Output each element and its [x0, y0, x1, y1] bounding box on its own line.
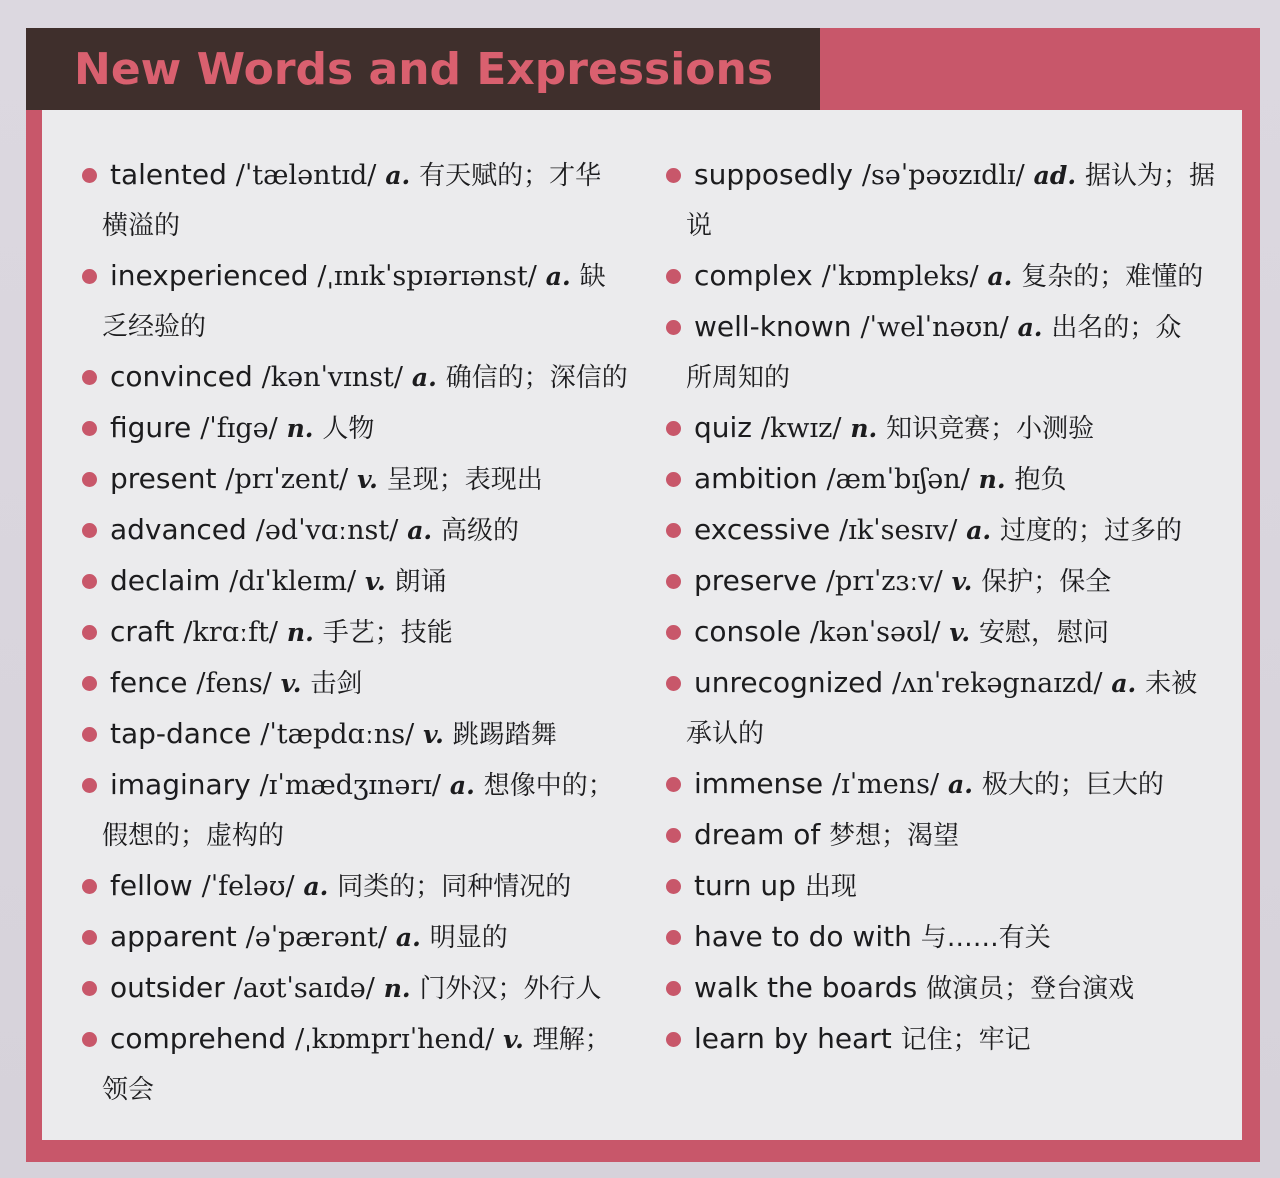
- bullet-icon: [666, 523, 681, 538]
- vocab-entry: [78, 556, 630, 607]
- vocab-word: declaim: [110, 564, 221, 597]
- chinese-definition-continued: 乏经验的: [102, 312, 207, 342]
- chinese-definition-continued: 所周知的: [686, 363, 791, 393]
- chinese-definition: 抱负: [1014, 465, 1067, 495]
- bullet-icon: [666, 168, 681, 183]
- vocab-word: dream of: [694, 818, 821, 851]
- phonetic-transcription: /krɑːft/: [183, 617, 279, 648]
- bullet-icon: [82, 676, 97, 691]
- vocab-word: complex: [694, 259, 813, 292]
- vocab-word: console: [694, 615, 801, 648]
- bullet-icon: [666, 625, 681, 640]
- chinese-definition: 出现: [804, 872, 857, 902]
- vocab-word: fence: [110, 666, 188, 699]
- part-of-speech: a.: [987, 262, 1013, 291]
- vocab-word: tap-dance: [110, 717, 252, 750]
- chinese-definition: 人物: [322, 414, 375, 444]
- vocab-word: imaginary: [110, 768, 251, 801]
- phonetic-transcription: /ˈkɒmpleks/: [821, 261, 979, 292]
- bullet-icon: [82, 1032, 97, 1047]
- chinese-definition: 缺: [579, 262, 606, 292]
- vocab-entry: [78, 1014, 630, 1115]
- left-vocab-column: [78, 150, 630, 1115]
- chinese-definition: 明显的: [429, 923, 508, 953]
- bullet-icon: [666, 421, 681, 436]
- part-of-speech: v.: [357, 465, 378, 494]
- chinese-definition: 击剑: [310, 669, 363, 699]
- bullet-icon: [82, 370, 97, 385]
- part-of-speech: v.: [503, 1025, 524, 1054]
- vocab-entry: [662, 658, 1222, 759]
- phonetic-transcription: /ɪkˈsesɪv/: [839, 515, 958, 546]
- chinese-definition: 复杂的；难懂的: [1021, 262, 1204, 292]
- chinese-definition: 有天赋的；才华: [419, 161, 602, 191]
- phonetic-transcription: /aʊtˈsaɪdə/: [233, 973, 375, 1004]
- vocab-word: apparent: [110, 920, 237, 953]
- bullet-icon: [666, 930, 681, 945]
- chinese-definition: 门外汉；外行人: [419, 974, 602, 1004]
- chinese-definition-continued: 假想的；虚构的: [102, 821, 285, 851]
- bullet-icon: [666, 879, 681, 894]
- bullet-icon: [666, 777, 681, 792]
- vocab-entry: [662, 150, 1222, 251]
- bullet-icon: [82, 778, 97, 793]
- phonetic-transcription: /kənˈvɪnst/: [261, 362, 403, 393]
- section-title: New Words and Expressions: [74, 44, 774, 95]
- phonetic-transcription: /prɪˈzent/: [225, 464, 349, 495]
- bullet-icon: [666, 320, 681, 335]
- part-of-speech: a.: [449, 771, 475, 800]
- vocab-word: comprehend: [110, 1022, 287, 1055]
- bullet-icon: [82, 930, 97, 945]
- phonetic-transcription: /əˈpærənt/: [245, 922, 388, 953]
- vocab-word: preserve: [694, 564, 818, 597]
- part-of-speech: a.: [395, 923, 421, 952]
- chinese-definition-continued: 领会: [102, 1075, 155, 1105]
- phonetic-transcription: /ʌnˈrekəgnaɪzd/: [892, 668, 1103, 699]
- bullet-icon: [82, 981, 97, 996]
- vocab-entry: [78, 454, 630, 505]
- chinese-definition: 未被: [1145, 669, 1198, 699]
- bullet-icon: [666, 828, 681, 843]
- part-of-speech: a.: [303, 872, 329, 901]
- vocab-word: have to do with: [694, 920, 912, 953]
- part-of-speech: v.: [951, 567, 973, 596]
- phonetic-transcription: /kənˈsəʊl/: [809, 617, 941, 648]
- phonetic-transcription: /æmˈbɪʃən/: [826, 464, 970, 495]
- right-vocab-column: [662, 150, 1222, 1065]
- vocab-entry: [662, 963, 1222, 1014]
- vocab-entry: [78, 607, 630, 658]
- vocab-entry: [662, 251, 1222, 302]
- bullet-icon: [82, 727, 97, 742]
- vocab-word: learn by heart: [694, 1022, 892, 1055]
- bullet-icon: [82, 269, 97, 284]
- vocab-word: figure: [110, 411, 192, 444]
- vocab-word: walk the boards: [694, 971, 918, 1004]
- vocab-entry: [78, 403, 630, 454]
- bullet-icon: [666, 676, 681, 691]
- vocab-entry: [78, 861, 630, 912]
- vocab-word: immense: [694, 767, 824, 800]
- vocab-entry: [78, 963, 630, 1014]
- chinese-definition: 知识竞赛；小测验: [886, 414, 1095, 444]
- chinese-definition: 安慰，慰问: [979, 618, 1110, 648]
- chinese-definition: 手艺；技能: [322, 618, 453, 648]
- chinese-definition: 与……有关: [920, 923, 1051, 953]
- chinese-definition: 跳踢踏舞: [452, 720, 557, 750]
- phonetic-transcription: /ɪˈmædʒɪnərɪ/: [259, 770, 441, 801]
- vocab-word: unrecognized: [694, 666, 884, 699]
- part-of-speech: a.: [948, 770, 973, 799]
- vocab-word: talented: [110, 158, 227, 191]
- part-of-speech: a.: [407, 516, 433, 545]
- phonetic-transcription: /ˌkɒmprɪˈhend/: [295, 1024, 495, 1055]
- part-of-speech: n.: [286, 414, 314, 443]
- chinese-definition: 高级的: [441, 516, 520, 546]
- chinese-definition: 梦想；渴望: [829, 821, 960, 851]
- phonetic-transcription: /ˈfɪgə/: [200, 413, 278, 444]
- part-of-speech: a.: [411, 363, 437, 392]
- phonetic-transcription: /dɪˈkleɪm/: [229, 566, 357, 597]
- chinese-definition-continued: 横溢的: [102, 211, 181, 241]
- phonetic-transcription: /ˈfeləʊ/: [201, 871, 295, 902]
- vocab-entry: [78, 760, 630, 861]
- vocab-word: turn up: [694, 869, 796, 902]
- chinese-definition: 理解；: [532, 1025, 611, 1055]
- chinese-definition: 想像中的；: [483, 771, 614, 801]
- chinese-definition: 记住；牢记: [900, 1025, 1031, 1055]
- vocab-entry: [78, 352, 630, 403]
- vocab-entry: [662, 759, 1222, 810]
- part-of-speech: v.: [423, 720, 444, 749]
- chinese-definition: 保护；保全: [981, 567, 1112, 597]
- chinese-definition: 呈现；表现出: [386, 465, 543, 495]
- vocab-word: well-known: [694, 310, 852, 343]
- part-of-speech: n.: [978, 465, 1006, 494]
- vocab-word: outsider: [110, 971, 225, 1004]
- phonetic-transcription: /səˈpəʊzɪdlɪ/: [861, 160, 1025, 191]
- chinese-definition: 据认为；据: [1084, 161, 1215, 191]
- part-of-speech: v.: [364, 567, 386, 596]
- part-of-speech: v.: [280, 669, 302, 698]
- chinese-definition: 确信的；深信的: [445, 363, 628, 393]
- chinese-definition: 朗诵: [394, 567, 447, 597]
- part-of-speech: v.: [949, 618, 971, 647]
- phonetic-transcription: /prɪˈzɜːv/: [825, 566, 943, 597]
- part-of-speech: a.: [1111, 669, 1137, 698]
- phonetic-transcription: /ˈtæpdɑːns/: [260, 719, 415, 750]
- vocab-entry: [78, 709, 630, 760]
- vocab-word: present: [110, 462, 217, 495]
- bullet-icon: [666, 981, 681, 996]
- part-of-speech: n.: [850, 414, 878, 443]
- vocab-word: quiz: [694, 411, 752, 444]
- vocab-word: excessive: [694, 513, 831, 546]
- phonetic-transcription: /ˈtæləntɪd/: [235, 160, 377, 191]
- vocab-entry: [662, 1014, 1222, 1065]
- chinese-definition: 同类的；同种情况的: [337, 872, 572, 902]
- part-of-speech: n.: [383, 974, 411, 1003]
- bullet-icon: [82, 879, 97, 894]
- part-of-speech: a.: [545, 262, 571, 291]
- vocab-word: inexperienced: [110, 259, 309, 292]
- vocab-entry: [662, 505, 1222, 556]
- vocab-entry: [78, 912, 630, 963]
- chinese-definition: 出名的；众: [1051, 313, 1182, 343]
- part-of-speech: ad.: [1033, 161, 1077, 190]
- part-of-speech: n.: [286, 618, 314, 647]
- bullet-icon: [82, 625, 97, 640]
- vocab-entry: [662, 556, 1222, 607]
- vocab-entry: [662, 810, 1222, 861]
- chinese-definition-continued: 说: [686, 211, 713, 241]
- phonetic-transcription: /ədˈvɑːnst/: [255, 515, 399, 546]
- vocab-entry: [662, 302, 1222, 403]
- phonetic-transcription: /ˌɪnɪkˈspɪərɪənst/: [317, 261, 537, 292]
- chinese-definition-continued: 承认的: [686, 719, 765, 749]
- vocab-entry: [662, 912, 1222, 963]
- vocab-word: craft: [110, 615, 175, 648]
- chinese-definition: 过度的；过多的: [1000, 516, 1183, 546]
- vocab-entry: [662, 861, 1222, 912]
- vocab-entry: [78, 150, 630, 251]
- bullet-icon: [82, 421, 97, 436]
- bullet-icon: [666, 269, 681, 284]
- vocab-entry: [78, 505, 630, 556]
- bullet-icon: [82, 168, 97, 183]
- bullet-icon: [666, 574, 681, 589]
- part-of-speech: a.: [385, 161, 411, 190]
- bullet-icon: [82, 472, 97, 487]
- bullet-icon: [666, 1032, 681, 1047]
- vocab-word: fellow: [110, 869, 193, 902]
- phonetic-transcription: /kwɪz/: [760, 413, 842, 444]
- vocab-entry: [662, 403, 1222, 454]
- bullet-icon: [82, 523, 97, 538]
- vocab-entry: [662, 607, 1222, 658]
- vocab-entry: [78, 251, 630, 352]
- phonetic-transcription: /ɪˈmens/: [832, 769, 940, 800]
- vocab-word: convinced: [110, 360, 253, 393]
- vocab-entry: [78, 658, 630, 709]
- part-of-speech: a.: [966, 516, 992, 545]
- bullet-icon: [82, 574, 97, 589]
- bullet-icon: [666, 472, 681, 487]
- chinese-definition: 极大的；巨大的: [981, 770, 1164, 800]
- vocab-word: ambition: [694, 462, 818, 495]
- vocab-word: advanced: [110, 513, 247, 546]
- phonetic-transcription: /fens/: [196, 668, 272, 699]
- chinese-definition: 做演员；登台演戏: [926, 974, 1135, 1004]
- vocab-word: supposedly: [694, 158, 853, 191]
- vocab-entry: [662, 454, 1222, 505]
- phonetic-transcription: /ˈwelˈnəʊn/: [860, 312, 1009, 343]
- part-of-speech: a.: [1017, 313, 1043, 342]
